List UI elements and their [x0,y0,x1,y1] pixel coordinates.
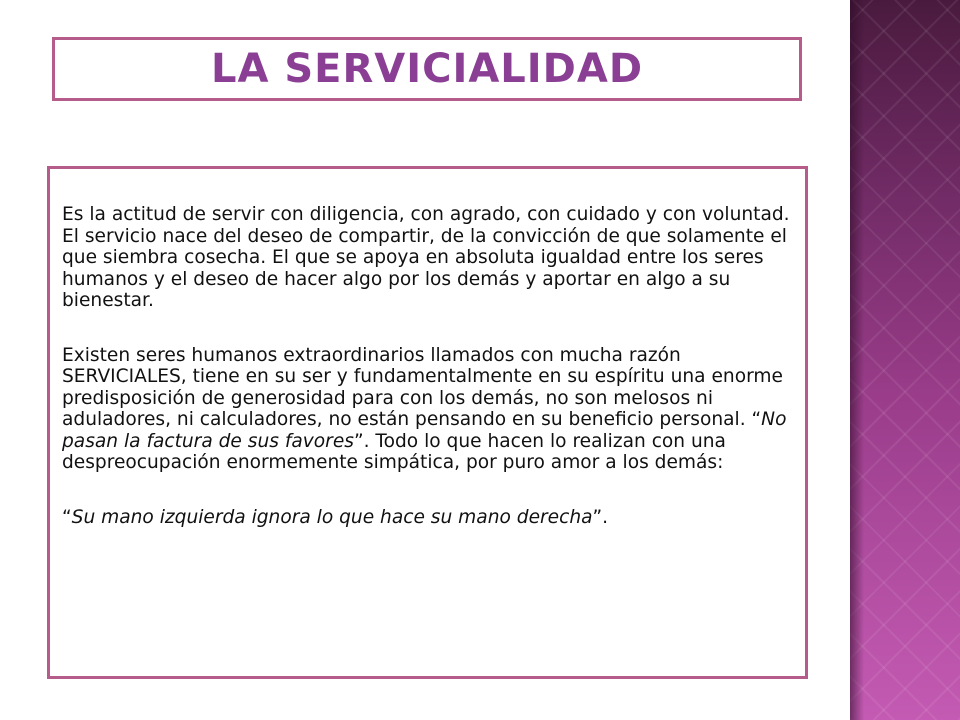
content-text-block [62,204,794,528]
quote-italic-favores: No pasan la factura de sus favores [62,409,787,452]
slide-title: LA SERVICIALIDAD [210,46,644,92]
paragraph-definition [62,204,794,312]
title-frame [52,37,802,101]
paragraph-serviciales [62,345,794,474]
content-frame [47,166,808,679]
paragraph-quote [62,507,794,529]
quote-open-mark: “ [62,506,72,528]
quote-close-mark: ”. [592,506,609,528]
paragraph-definition-text: Es la actitud de servir con diligencia, con agrado, con cuidado y con voluntad. El servicio nace del deseo de compartir, de la convicción de que solamente el que siembra cosecha. El que se apoya en absoluta igualdad entre los seres humanos y el deseo de hacer algo por los demás y aportar en algo a su bienestar. [62,204,790,311]
quote-italic-mano: Su mano izquierda ignora lo que hace su mano derecha [71,506,593,528]
paragraph-serviciales-text-start: Existen seres humanos extraordinarios llamados con mucha razón SERVICIALES, tiene en su ser y fundamentalmente en su espíritu una enorme predisposición de generosidad para con los demás, no son melosos ni aduladores, ni calculadores, no están pensando en su beneficio personal. “ [62,344,783,430]
side-strip-shadow [850,0,864,720]
paragraph-serviciales-text-end: ”. Todo lo que hacen lo realizan con una despreocupación enormemente simpática, por puro amor a los demás: [62,430,726,473]
decorative-side-strip [850,0,960,720]
